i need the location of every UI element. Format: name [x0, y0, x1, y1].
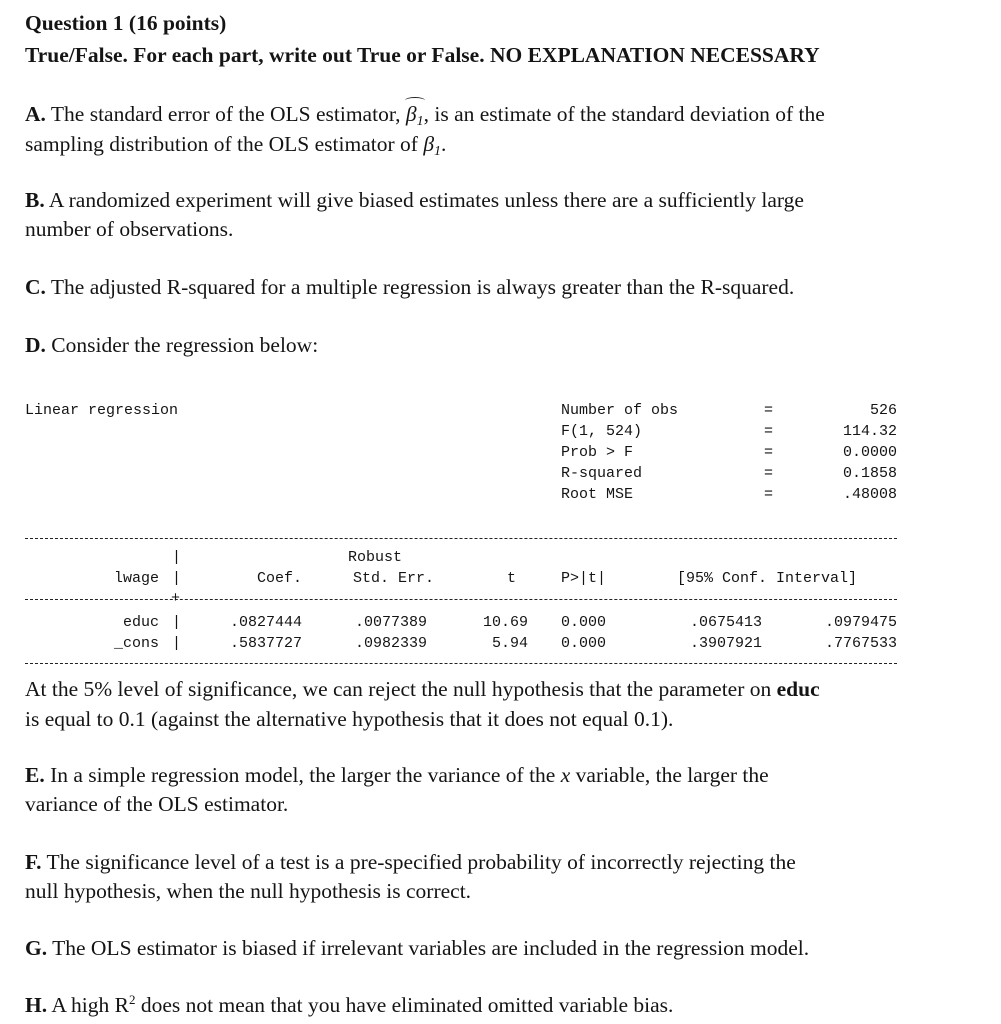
question-title: Question 1 (16 points) — [25, 11, 227, 35]
row-t-cons: 5.94 — [491, 635, 528, 652]
row-t-educ: 10.69 — [482, 614, 528, 631]
item-b-line-2: number of observations. — [25, 217, 234, 241]
header-depvar: lwage — [113, 570, 159, 587]
item-a-line-2: sampling distribution of the OLS estimator of $\beta_1$. — [25, 132, 447, 159]
table-bar: | — [172, 635, 182, 652]
stat-value-rsq: 0.1858 — [842, 465, 897, 482]
item-a-line-1 — [25, 100, 985, 129]
item-f-label: F. — [25, 850, 42, 874]
item-d — [25, 331, 985, 360]
item-a-text-1: The standard error of the OLS estimator, — [50, 102, 406, 126]
row-se-educ: .0077389 — [354, 614, 427, 631]
table-bar: | — [172, 549, 182, 566]
stat-label-probf: Prob > F — [561, 444, 634, 461]
item-h: H. A high $R^2$ does not mean that you have eliminated omitted variable bias. — [25, 992, 674, 1017]
regression-stats — [561, 400, 897, 510]
stat-eq: = — [764, 402, 774, 419]
table-divider-bottom — [25, 663, 897, 664]
table-divider-top — [25, 538, 897, 539]
row-p-educ: 0.000 — [561, 614, 607, 631]
row-lo-educ: .0675413 — [689, 614, 762, 631]
x-variable: x — [560, 763, 571, 787]
stat-label-rsq: R-squared — [561, 465, 643, 482]
header-stderr: Std. Err. — [352, 570, 434, 587]
educ-bold: educ — [776, 677, 820, 701]
row-p-cons: 0.000 — [561, 635, 607, 652]
item-d-followup-1: At the 5% level of significance, we can reject the null hypothesis that the parameter on educ — [25, 677, 820, 701]
header-ci: [95% Conf. Interval] — [677, 570, 858, 587]
item-b-label: B. — [25, 188, 45, 212]
stat-eq: = — [764, 423, 774, 440]
item-d-text: Consider the regression below: — [51, 333, 319, 357]
header-robust: Robust — [348, 549, 403, 566]
row-var-cons: _cons — [113, 635, 159, 652]
item-f-line-1: F. The significance level of a test is a pre-specified probability of incorrectly rejecting the — [25, 850, 796, 874]
stat-value-f: 114.32 — [842, 423, 897, 440]
item-b-text: A randomized experiment will give biased estimates unless there are a sufficiently large — [48, 188, 804, 212]
row-coef-educ: .0827444 — [229, 614, 302, 631]
item-c-label: C. — [25, 275, 46, 299]
regression-title: Linear regression — [25, 402, 179, 419]
row-hi-educ: .0979475 — [824, 614, 897, 631]
item-g-label: G. — [25, 936, 48, 960]
header-coef: Coef. — [256, 570, 302, 587]
instructions: True/False. For each part, write out True or False. NO EXPLANATION NECESSARY — [25, 43, 820, 67]
beta-hat-symbol: $\beta_1$ — [405, 102, 424, 129]
stat-value-probf: 0.0000 — [842, 444, 897, 461]
item-d-label: D. — [25, 333, 46, 357]
item-d-followup-2: is equal to 0.1 (against the alternative hypothesis that it does not equal 0.1). — [25, 707, 674, 731]
item-e-label: E. — [25, 763, 45, 787]
stat-eq: = — [764, 465, 774, 482]
row-var-educ: educ — [122, 614, 159, 631]
item-h-label: H. — [25, 993, 48, 1017]
stat-label-rmse: Root MSE — [561, 486, 634, 503]
beta-symbol: $\beta_1$ — [423, 132, 442, 159]
header-t: t — [506, 570, 516, 587]
item-c — [25, 273, 985, 302]
header-p: P>|t| — [561, 570, 607, 587]
item-g: G. The OLS estimator is biased if irrelevant variables are included in the regression model. — [25, 936, 810, 960]
row-lo-cons: .3907921 — [689, 635, 762, 652]
item-a-text-2: , is an estimate of the standard deviation of the — [423, 102, 825, 126]
item-e-line-2: variance of the OLS estimator. — [25, 792, 289, 816]
row-coef-cons: .5837727 — [229, 635, 302, 652]
stat-value-rmse: .48008 — [842, 486, 897, 503]
item-a-text-3: sampling distribution of the OLS estimator of — [25, 132, 424, 156]
stat-label-nobs: Number of obs — [561, 402, 679, 419]
table-cross: + — [171, 590, 181, 607]
table-bar: | — [172, 614, 182, 631]
stat-value-nobs: 526 — [869, 402, 897, 419]
item-f-line-2: null hypothesis, when the null hypothesis is correct. — [25, 879, 472, 903]
row-hi-cons: .7767533 — [824, 635, 897, 652]
item-e-line-1: E. In a simple regression model, the larger the variance of the x variable, the larger the — [25, 763, 769, 787]
table-divider-mid — [25, 599, 897, 600]
stat-eq: = — [764, 486, 774, 503]
item-c-text: The adjusted R-squared for a multiple regression is always greater than the R-squared. — [50, 275, 795, 299]
item-a-label: A. — [25, 102, 46, 126]
stat-label-f: F(1, 524) — [561, 423, 643, 440]
item-b-line-1 — [25, 186, 985, 215]
row-se-cons: .0982339 — [354, 635, 427, 652]
stat-eq: = — [764, 444, 774, 461]
table-bar: | — [172, 570, 182, 587]
